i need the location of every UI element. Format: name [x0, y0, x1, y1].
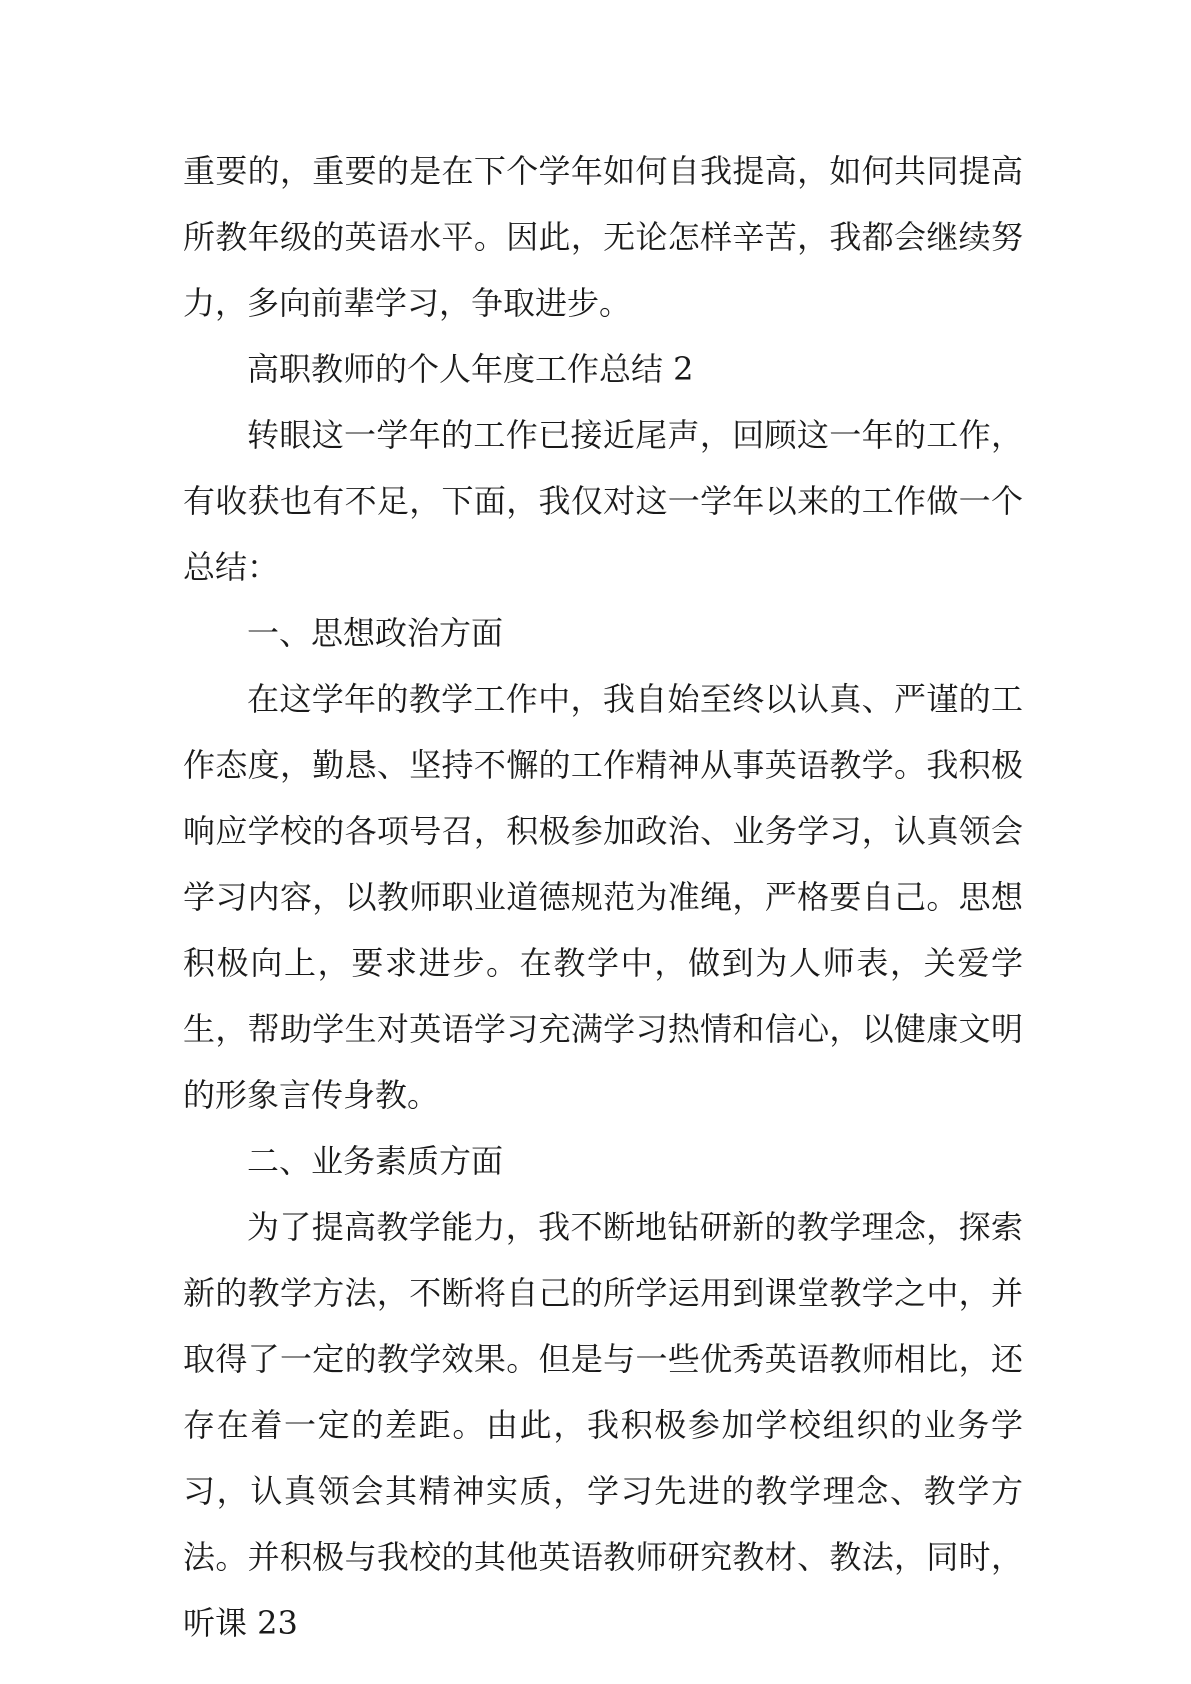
paragraph-continuation: 重要的，重要的是在下个学年如何自我提高，如何共同提高所教年级的英语水平。因此，无论怎样辛苦，我都会继续努力，多向前辈学习，争取进步。 [183, 152, 1023, 322]
section-title: 高职教师的个人年度工作总结 2 [247, 350, 694, 388]
paragraph-professional: 为了提高教学能力，我不断地钻研新的教学理念，探索新的教学方法，不断将自己的所学运用到课堂教学之中，并取得了一定的教学效果。但是与一些优秀英语教师相比，还存在着一定的差距。由此，我积极参加学校组织的业务学习，认真领会其精神实质，学习先进的教学理念、教学方法。并积极与我校的其他英语教师研究教材、教法，同时，听课 23 [183, 1208, 1023, 1642]
paragraph-intro: 转眼这一学年的工作已接近尾声，回顾这一年的工作，有收获也有不足，下面，我仅对这一学年以来的工作做一个总结： [183, 416, 1023, 586]
document-body [183, 138, 1023, 1656]
paragraph-political: 在这学年的教学工作中，我自始至终以认真、严谨的工作态度，勤恳、坚持不懈的工作精神从事英语教学。我积极响应学校的各项号召，积极参加政治、业务学习，认真领会学习内容，以教师职业道德规范为准绳，严格要自己。思想积极向上，要求进步。在教学中，做到为人师表，关爱学生，帮助学生对英语学习充满学习热情和信心，以健康文明的形象言传身教。 [183, 680, 1023, 1114]
heading-professional: 二、业务素质方面 [247, 1142, 504, 1180]
heading-political: 一、思想政治方面 [247, 614, 504, 652]
